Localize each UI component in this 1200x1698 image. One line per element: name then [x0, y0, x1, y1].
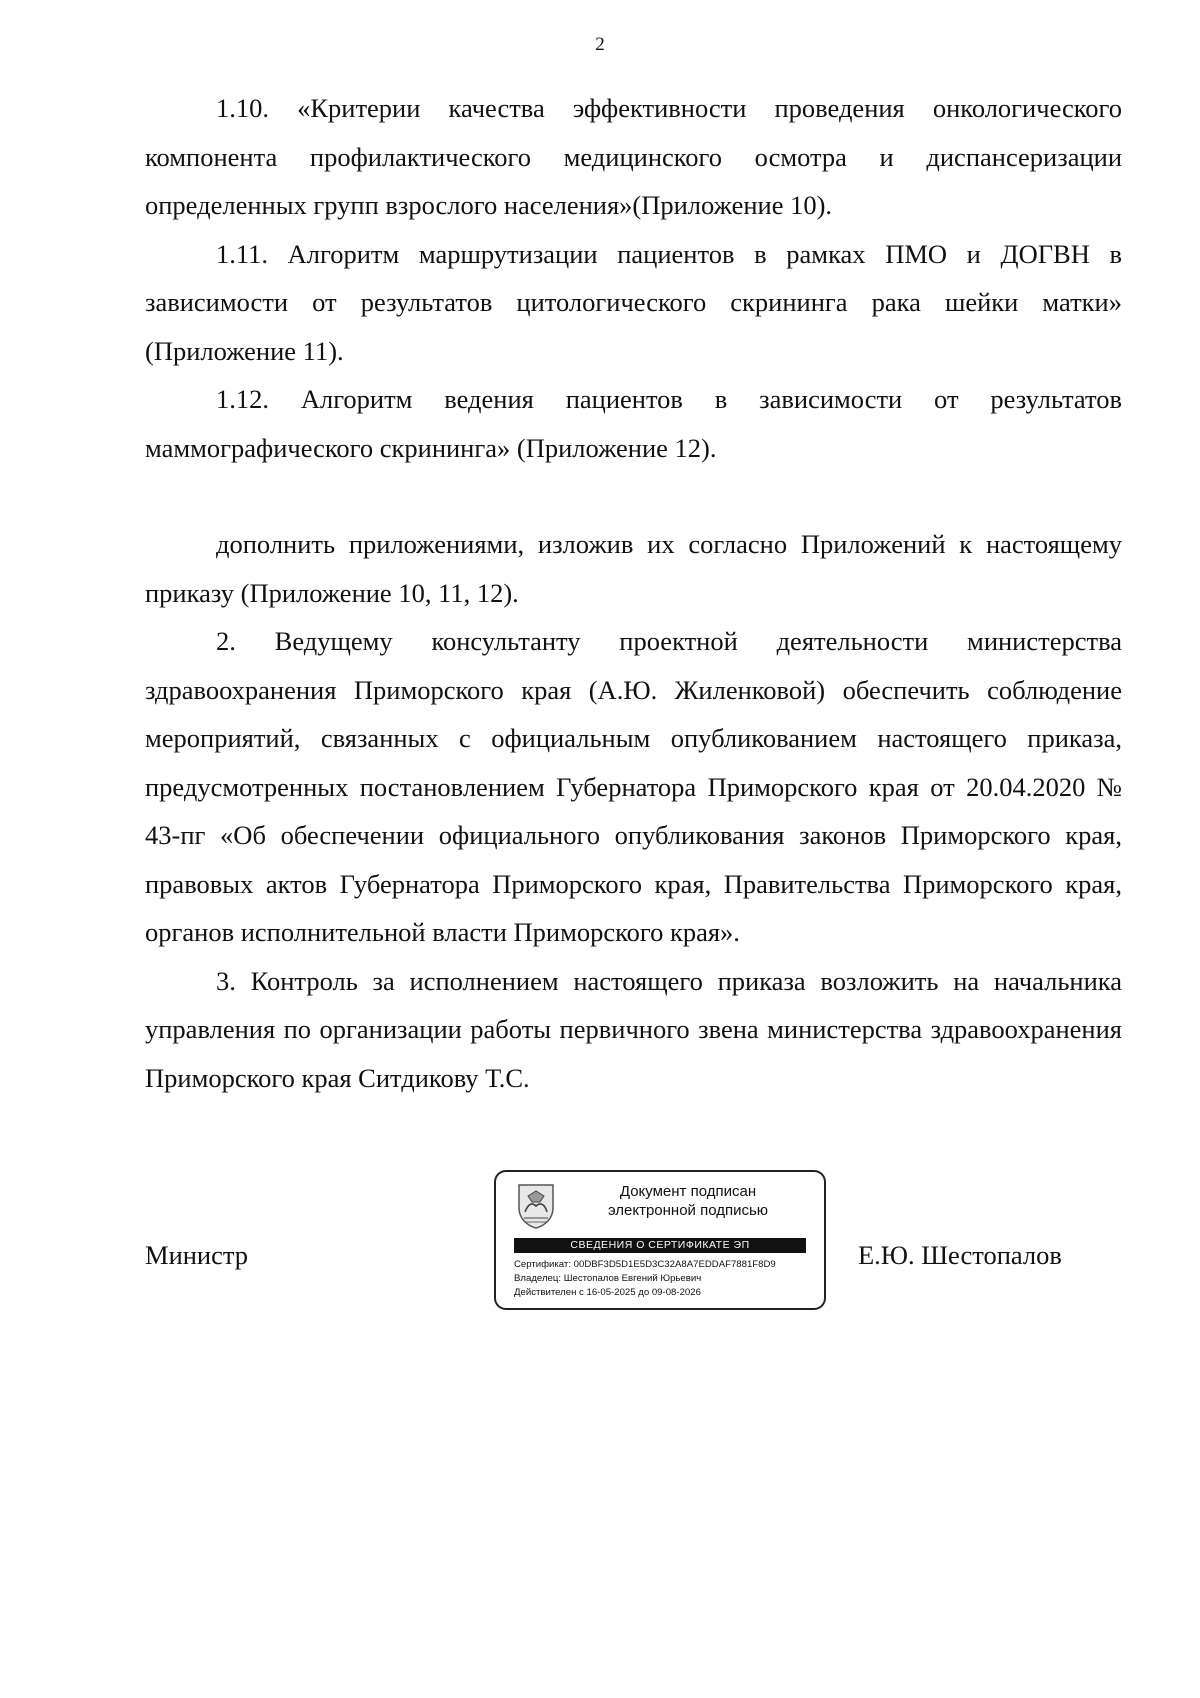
paragraph-1-10: 1.10. «Критерии качества эффективности проведения онкологического компонента профилактического медицинского осмотра и диспансеризации определенных групп взрослого населения»(Приложение 10).	[145, 93, 1122, 220]
stamp-details	[514, 1258, 814, 1300]
stamp-heading-line-1: Документ подписан	[619, 1183, 757, 1200]
document-body	[145, 84, 1122, 1102]
paragraph-2: 2. Ведущему консультанту проектной деятельности министерства здравоохранения Приморского края (А.Ю. Жиленковой) обеспечить соблюдение мероприятий, связанных с официальным опубликованием настоящего приказа, предусмотренных постановлением Губернатора Приморского края от 20.04.2020 № 43-пг «Об обеспечении официального опубликования законов Приморского края, правовых актов Губернатора Приморского края, Правительства Приморского края, органов исполнительной власти Приморского края».	[145, 626, 1122, 947]
paragraph-1-12: 1.12. Алгоритм ведения пациентов в зависимости от результатов маммографического скрининга» (Приложение 12).	[145, 384, 1122, 463]
paragraph-3: 3. Контроль за исполнением настоящего приказа возложить на начальника управления по организации работы первичного звена министерства здравоохранения Приморского края Ситдикову Т.С.	[145, 965, 1122, 1093]
stamp-heading	[568, 1182, 808, 1220]
stamp-owner: Владелец: Шестопалов Евгений Юрьевич	[514, 1273, 702, 1284]
paragraph-supplement: дополнить приложениями, изложив их согласно Приложений к настоящему приказу (Приложение 10, 11, 12).	[145, 529, 1122, 608]
stamp-certificate-number: Сертификат: 00DBF3D5D1E5D3C32A8A7EDDAF7881F8D9	[514, 1259, 776, 1270]
stamp-heading-line-2: электронной подписью	[607, 1202, 769, 1219]
signature-block	[0, 1170, 1200, 1320]
stamp-validity: Действителен с 16-05-2025 до 09-08-2026	[514, 1287, 701, 1298]
paragraph-1-11: 1.11. Алгоритм маршрутизации пациентов в рамках ПМО и ДОГВН в зависимости от результатов цитологического скрининга рака шейки матки» (Приложение 11).	[145, 238, 1122, 366]
signer-name: Е.Ю. Шестопалов	[858, 1240, 1062, 1270]
coat-of-arms-icon	[516, 1182, 556, 1230]
electronic-signature-stamp	[494, 1170, 826, 1310]
signer-title: Министр	[145, 1240, 249, 1270]
page-number: 2	[595, 34, 605, 55]
stamp-certificate-bar: СВЕДЕНИЯ О СЕРТИФИКАТЕ ЭП	[514, 1238, 806, 1253]
